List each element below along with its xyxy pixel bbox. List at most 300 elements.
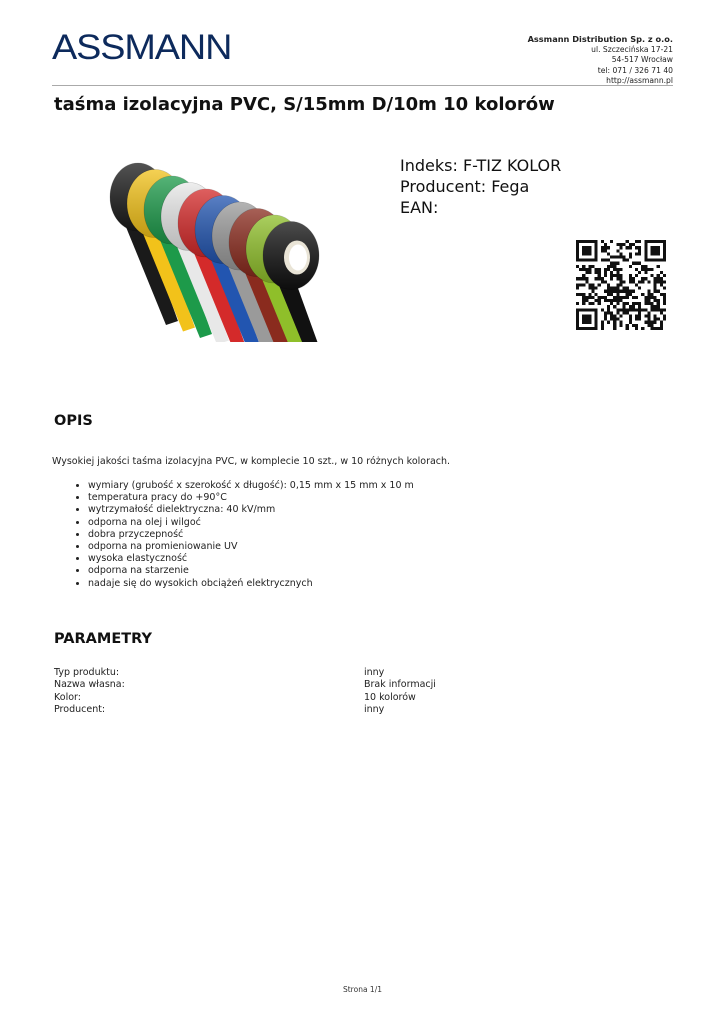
qr-module: [598, 277, 601, 280]
qr-module: [595, 287, 598, 290]
qr-module: [619, 243, 622, 246]
param-label: Producent:: [54, 704, 106, 716]
qr-module: [638, 308, 641, 311]
qr-module: [607, 252, 610, 255]
company-address: [528, 34, 673, 86]
qr-module: [657, 327, 660, 330]
param-value: inny: [364, 667, 385, 678]
qr-module: [619, 308, 622, 311]
qr-module: [629, 265, 632, 268]
qr-module: [598, 274, 601, 277]
qr-module: [616, 287, 619, 290]
param-label: Typ produktu:: [54, 667, 120, 678]
qr-module: [601, 259, 604, 262]
qr-module: [598, 268, 601, 271]
qr-module: [613, 262, 616, 265]
qr-module: [616, 296, 619, 299]
qr-module: [616, 290, 619, 293]
company-name: Assmann Distribution Sp. z o.o.: [527, 34, 673, 44]
param-value: 10 kolorów: [364, 691, 416, 703]
qr-module: [619, 277, 622, 280]
qr-module: [610, 287, 613, 290]
qr-finder: [582, 314, 591, 323]
qr-module: [610, 290, 613, 293]
qr-module: [629, 246, 632, 249]
qr-module: [660, 283, 663, 286]
list-item: • nadaje się do wysokich obciążeń elektrycznych: [88, 578, 414, 590]
qr-module: [607, 287, 610, 290]
qr-module: [644, 268, 647, 271]
qr-module: [644, 321, 647, 324]
qr-module: [582, 274, 585, 277]
qr-module: [610, 274, 613, 277]
qr-module: [598, 271, 601, 274]
qr-module: [601, 321, 604, 324]
qr-module: [601, 308, 604, 311]
qr-module: [585, 271, 588, 274]
qr-module: [582, 268, 585, 271]
qr-module: [635, 252, 638, 255]
qr-module: [635, 324, 638, 327]
qr-module: [660, 308, 663, 311]
qr-module: [576, 287, 579, 290]
company-website[interactable]: http://assmann.pl: [606, 75, 673, 85]
qr-module: [647, 321, 650, 324]
qr-module: [576, 283, 579, 286]
qr-module: [635, 262, 638, 265]
qr-module: [644, 299, 647, 302]
product-specs: [400, 155, 561, 218]
feature-list: [74, 480, 414, 590]
qr-module: [613, 290, 616, 293]
list-item: • odporna na starzenie: [88, 565, 414, 577]
qr-module: [613, 321, 616, 324]
qr-module: [595, 277, 598, 280]
qr-module: [585, 296, 588, 299]
qr-finder: [582, 246, 591, 255]
qr-module: [663, 314, 666, 317]
qr-module: [660, 321, 663, 324]
qr-module: [663, 308, 666, 311]
qr-module: [623, 290, 626, 293]
qr-module: [579, 268, 582, 271]
qr-module: [619, 280, 622, 283]
qr-module: [588, 296, 591, 299]
qr-module: [660, 327, 663, 330]
qr-module: [623, 305, 626, 308]
qr-module: [638, 249, 641, 252]
qr-module: [582, 296, 585, 299]
qr-module: [647, 299, 650, 302]
product-title: taśma izolacyjna PVC, S/15mm D/10m 10 kolorów: [54, 94, 555, 115]
qr-module: [626, 290, 629, 293]
qr-module: [626, 240, 629, 243]
qr-module: [638, 280, 641, 283]
qr-module: [592, 302, 595, 305]
qr-module: [610, 262, 613, 265]
qr-module: [654, 314, 657, 317]
qr-module: [626, 287, 629, 290]
qr-module: [592, 290, 595, 293]
qr-module: [626, 259, 629, 262]
qr-module: [638, 314, 641, 317]
qr-module: [647, 302, 650, 305]
qr-module: [638, 252, 641, 255]
qr-module: [635, 283, 638, 286]
qr-module: [632, 302, 635, 305]
qr-module: [595, 268, 598, 271]
qr-module: [607, 259, 610, 262]
qr-module: [601, 324, 604, 327]
qr-module: [629, 277, 632, 280]
qr-module: [626, 327, 629, 330]
qr-module: [654, 283, 657, 286]
qr-module: [613, 314, 616, 317]
qr-module: [598, 302, 601, 305]
qr-module: [641, 327, 644, 330]
qr-module: [616, 249, 619, 252]
qr-finder: [650, 246, 659, 255]
qr-module: [644, 296, 647, 299]
qr-module: [635, 327, 638, 330]
qr-module: [616, 274, 619, 277]
qr-module: [650, 327, 653, 330]
qr-module: [663, 280, 666, 283]
qr-module: [629, 308, 632, 311]
param-value: inny: [364, 704, 385, 716]
qr-module: [629, 318, 632, 321]
qr-module: [582, 277, 585, 280]
qr-module: [610, 293, 613, 296]
qr-module: [644, 308, 647, 311]
qr-module: [604, 296, 607, 299]
qr-module: [632, 243, 635, 246]
qr-module: [632, 280, 635, 283]
qr-module: [638, 318, 641, 321]
qr-module: [610, 277, 613, 280]
qr-module: [641, 277, 644, 280]
qr-module: [607, 293, 610, 296]
qr-module: [619, 246, 622, 249]
qr-module: [604, 259, 607, 262]
product-image: [98, 152, 343, 342]
qr-module: [623, 259, 626, 262]
qr-module: [604, 299, 607, 302]
qr-module: [613, 299, 616, 302]
list-item: • temperatura pracy do +90°C: [88, 492, 414, 504]
qr-module: [616, 302, 619, 305]
qr-module: [607, 308, 610, 311]
qr-module: [657, 305, 660, 308]
qr-module: [657, 318, 660, 321]
qr-module: [635, 268, 638, 271]
qr-module: [635, 240, 638, 243]
qr-module: [660, 271, 663, 274]
qr-module: [647, 318, 650, 321]
qr-module: [613, 305, 616, 308]
qr-module: [650, 324, 653, 327]
qr-module: [638, 246, 641, 249]
qr-module: [592, 296, 595, 299]
list-item: • odporna na promieniowanie UV: [88, 541, 414, 553]
header-divider: [52, 85, 673, 86]
qr-module: [582, 265, 585, 268]
qr-module: [629, 256, 632, 259]
qr-module: [619, 314, 622, 317]
qr-module: [644, 265, 647, 268]
list-item: • odporna na olej i wilgoć: [88, 517, 414, 529]
qr-module: [623, 243, 626, 246]
qr-module: [638, 271, 641, 274]
product-producer: Producent: Fega: [400, 177, 530, 196]
qr-module: [585, 277, 588, 280]
qr-module: [592, 283, 595, 286]
list-item: • wytrzymałość dielektryczna: 40 kV/mm: [88, 504, 414, 516]
qr-module: [623, 256, 626, 259]
qr-module: [654, 280, 657, 283]
qr-module: [650, 305, 653, 308]
table-row: [54, 692, 436, 704]
qr-module: [650, 274, 653, 277]
qr-module: [632, 296, 635, 299]
qr-module: [623, 280, 626, 283]
qr-module: [635, 274, 638, 277]
qr-module: [657, 265, 660, 268]
qr-module: [601, 280, 604, 283]
param-label: Nazwa własna:: [54, 679, 125, 691]
qr-module: [635, 246, 638, 249]
qr-module: [588, 302, 591, 305]
qr-module: [604, 243, 607, 246]
qr-module: [660, 311, 663, 314]
qr-module: [629, 280, 632, 283]
qr-module: [610, 299, 613, 302]
qr-module: [610, 314, 613, 317]
qr-module: [647, 311, 650, 314]
qr-module: [623, 311, 626, 314]
qr-module: [585, 280, 588, 283]
qr-module: [657, 302, 660, 305]
qr-module: [632, 305, 635, 308]
qr-module: [635, 296, 638, 299]
tape-core-hole: [289, 245, 307, 271]
qr-module: [607, 265, 610, 268]
qr-module: [598, 283, 601, 286]
qr-module: [619, 290, 622, 293]
qr-module: [629, 293, 632, 296]
table-row: [54, 679, 436, 691]
qr-module: [576, 265, 579, 268]
qr-module: [582, 302, 585, 305]
qr-module: [607, 299, 610, 302]
qr-module: [610, 302, 613, 305]
table-row: [54, 667, 436, 679]
qr-module: [654, 305, 657, 308]
qr-module: [638, 262, 641, 265]
qr-module: [657, 299, 660, 302]
product-index: Indeks: F-TIZ KOLOR: [400, 156, 562, 175]
company-street: ul. Szczecińska 17-21: [591, 45, 673, 55]
qr-module: [607, 246, 610, 249]
qr-module: [613, 256, 616, 259]
company-phone: tel: 071 / 326 71 40: [597, 65, 673, 75]
qr-module: [604, 246, 607, 249]
qr-module: [632, 262, 635, 265]
qr-module: [607, 311, 610, 314]
qr-module: [604, 314, 607, 317]
qr-module: [638, 311, 641, 314]
qr-module: [657, 274, 660, 277]
qr-module: [660, 324, 663, 327]
qr-module: [644, 302, 647, 305]
qr-module: [610, 311, 613, 314]
qr-module: [663, 302, 666, 305]
qr-module: [650, 293, 653, 296]
qr-module: [595, 271, 598, 274]
qr-module: [650, 308, 653, 311]
qr-module: [613, 287, 616, 290]
qr-module: [654, 327, 657, 330]
qr-module: [582, 283, 585, 286]
qr-module: [613, 296, 616, 299]
qr-module: [644, 271, 647, 274]
qr-module: [607, 305, 610, 308]
qr-module: [660, 277, 663, 280]
qr-module: [657, 277, 660, 280]
qr-module: [579, 277, 582, 280]
qr-module: [619, 296, 622, 299]
qr-module: [592, 287, 595, 290]
qr-module: [644, 314, 647, 317]
qr-module: [616, 268, 619, 271]
qr-module: [585, 299, 588, 302]
qr-module: [654, 318, 657, 321]
qr-module: [647, 296, 650, 299]
qr-module: [626, 308, 629, 311]
qr-module: [654, 287, 657, 290]
qr-module: [607, 283, 610, 286]
qr-module: [601, 327, 604, 330]
qr-module: [641, 280, 644, 283]
qr-module: [598, 296, 601, 299]
qr-module: [629, 290, 632, 293]
qr-module: [654, 321, 657, 324]
list-item: • wysoka elastyczność: [88, 553, 414, 565]
qr-module: [657, 280, 660, 283]
qr-module: [647, 268, 650, 271]
qr-module: [601, 246, 604, 249]
qr-module: [647, 314, 650, 317]
parametry-heading: PARAMETRY: [54, 631, 153, 647]
qr-module: [616, 262, 619, 265]
qr-module: [663, 296, 666, 299]
company-city: 54-517 Wrocław: [611, 55, 673, 65]
qr-module: [657, 290, 660, 293]
list-item: • wymiary (grubość x szerokość x długość): 0,15 mm x 15 mm x 10 m: [88, 480, 414, 492]
qr-module: [588, 283, 591, 286]
qr-module: [663, 318, 666, 321]
qr-module: [629, 243, 632, 246]
qr-module: [613, 327, 616, 330]
qr-module: [619, 256, 622, 259]
qr-module: [576, 277, 579, 280]
param-label: Kolor:: [54, 691, 81, 703]
qr-module: [613, 318, 616, 321]
qr-module: [610, 240, 613, 243]
qr-module: [604, 311, 607, 314]
qr-module: [626, 293, 629, 296]
qr-module: [616, 293, 619, 296]
qr-module: [626, 246, 629, 249]
qr-module: [629, 305, 632, 308]
qr-module: [607, 321, 610, 324]
qr-module: [626, 302, 629, 305]
qr-module: [604, 271, 607, 274]
qr-module: [607, 290, 610, 293]
qr-module: [650, 302, 653, 305]
qr-module: [626, 311, 629, 314]
qr-module: [638, 240, 641, 243]
qr-module: [616, 318, 619, 321]
qr-module: [613, 265, 616, 268]
qr-module: [663, 293, 666, 296]
qr-module: [613, 268, 616, 271]
qr-module: [619, 283, 622, 286]
qr-module: [641, 293, 644, 296]
qr-module: [616, 299, 619, 302]
qr-module: [632, 324, 635, 327]
qr-module: [588, 265, 591, 268]
qr-module: [604, 268, 607, 271]
qr-module: [626, 324, 629, 327]
qr-module: [660, 293, 663, 296]
qr-module: [610, 256, 613, 259]
qr-module: [647, 324, 650, 327]
qr-module: [647, 290, 650, 293]
param-value: Brak informacji: [364, 679, 436, 691]
qr-module: [650, 296, 653, 299]
qr-module: [638, 302, 641, 305]
qr-module: [613, 324, 616, 327]
qr-module: [582, 293, 585, 296]
qr-module: [616, 283, 619, 286]
qr-module: [619, 321, 622, 324]
qr-module: [623, 302, 626, 305]
qr-module: [619, 299, 622, 302]
qr-code: [576, 240, 666, 330]
qr-module: [588, 271, 591, 274]
qr-module: [588, 293, 591, 296]
qr-module: [641, 268, 644, 271]
qr-module: [623, 308, 626, 311]
qr-module: [654, 308, 657, 311]
qr-module: [576, 293, 579, 296]
qr-module: [635, 314, 638, 317]
qr-module: [660, 280, 663, 283]
qr-module: [616, 256, 619, 259]
qr-module: [654, 277, 657, 280]
assmann-logo: ASSMANN: [52, 28, 232, 67]
qr-module: [647, 293, 650, 296]
qr-module: [623, 296, 626, 299]
qr-module: [650, 268, 653, 271]
qr-module: [616, 308, 619, 311]
qr-module: [616, 311, 619, 314]
qr-module: [632, 290, 635, 293]
qr-module: [585, 268, 588, 271]
qr-module: [629, 314, 632, 317]
qr-module: [650, 321, 653, 324]
